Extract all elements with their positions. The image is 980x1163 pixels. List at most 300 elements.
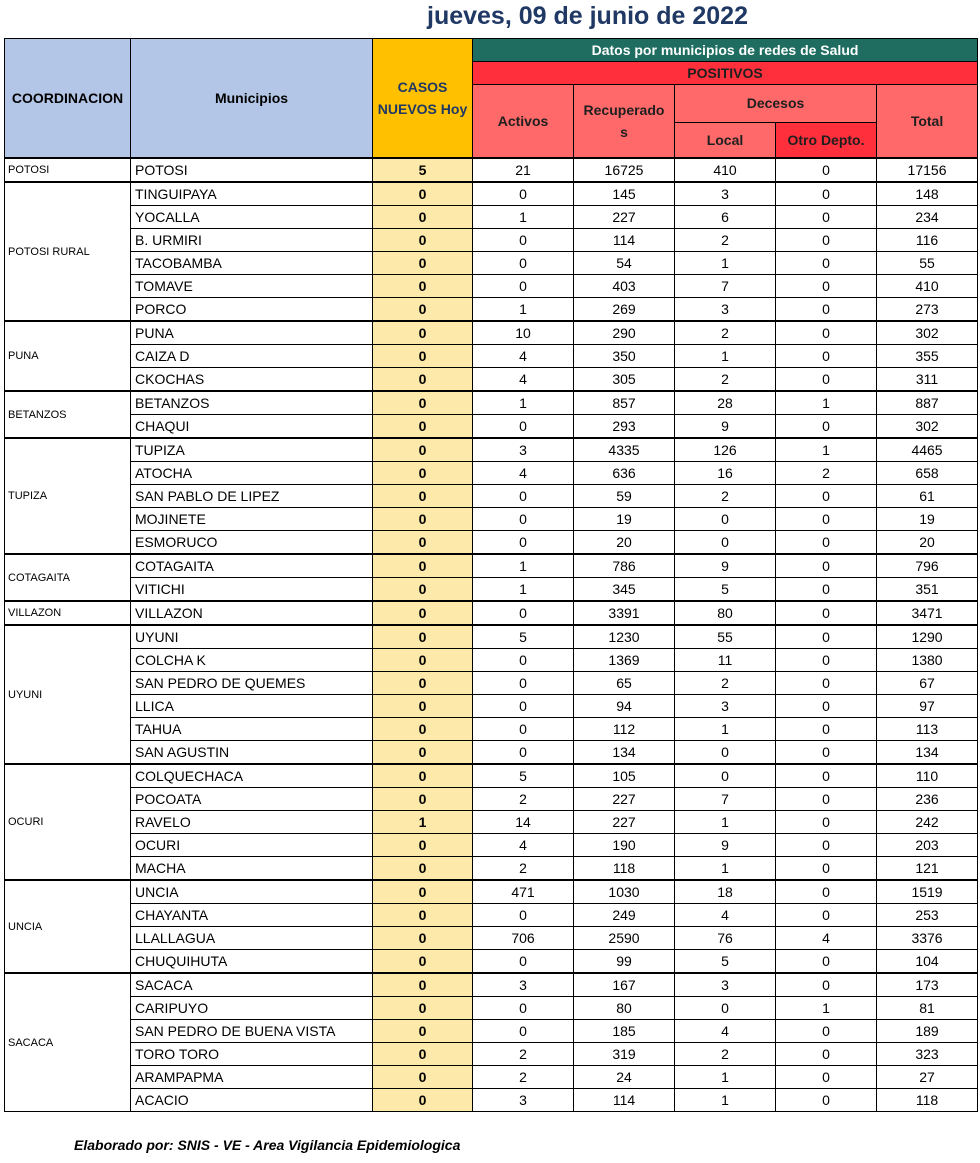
decesos-otro-cell: 0	[776, 182, 877, 206]
total-cell: 410	[877, 275, 978, 298]
total-cell: 253	[877, 904, 978, 927]
activos-cell: 3	[473, 438, 574, 462]
table-row	[5, 485, 978, 508]
table-row	[5, 415, 978, 439]
municipio-cell: SAN AGUSTIN	[131, 741, 373, 765]
recuperados-cell: 636	[574, 462, 675, 485]
activos-cell: 0	[473, 695, 574, 718]
total-cell: 110	[877, 764, 978, 788]
header-coordinacion: COORDINACION	[5, 39, 131, 159]
decesos-local-cell: 2	[675, 672, 776, 695]
casos-nuevos-cell: 0	[373, 1043, 473, 1066]
decesos-local-cell: 2	[675, 1043, 776, 1066]
municipio-cell: RAVELO	[131, 811, 373, 834]
decesos-local-cell: 0	[675, 997, 776, 1020]
casos-nuevos-cell: 0	[373, 531, 473, 555]
activos-cell: 4	[473, 462, 574, 485]
decesos-otro-cell: 0	[776, 321, 877, 345]
casos-nuevos-cell: 0	[373, 182, 473, 206]
total-cell: 887	[877, 391, 978, 415]
table-row	[5, 252, 978, 275]
casos-nuevos-cell: 0	[373, 462, 473, 485]
table-row	[5, 672, 978, 695]
recuperados-cell: 1230	[574, 625, 675, 649]
decesos-local-cell: 4	[675, 904, 776, 927]
municipio-cell: COTAGAITA	[131, 554, 373, 578]
recuperados-cell: 293	[574, 415, 675, 439]
recuperados-cell: 65	[574, 672, 675, 695]
municipio-cell: COLQUECHACA	[131, 764, 373, 788]
casos-nuevos-cell: 0	[373, 415, 473, 439]
activos-cell: 1	[473, 391, 574, 415]
decesos-local-cell: 1	[675, 811, 776, 834]
decesos-otro-cell: 0	[776, 649, 877, 672]
table-row	[5, 950, 978, 974]
casos-nuevos-cell: 0	[373, 578, 473, 602]
table-row	[5, 997, 978, 1020]
decesos-otro-cell: 2	[776, 462, 877, 485]
municipio-cell: LLALLAGUA	[131, 927, 373, 950]
coordinacion-cell: UNCIA	[5, 880, 131, 973]
decesos-otro-cell: 0	[776, 158, 877, 182]
municipio-cell: ATOCHA	[131, 462, 373, 485]
municipio-cell: TAHUA	[131, 718, 373, 741]
decesos-otro-cell: 1	[776, 391, 877, 415]
decesos-otro-cell: 0	[776, 508, 877, 531]
decesos-otro-cell: 4	[776, 927, 877, 950]
activos-cell: 0	[473, 531, 574, 555]
header-casos-nuevos: CASOS NUEVOS Hoy	[373, 39, 473, 159]
recuperados-cell: 112	[574, 718, 675, 741]
activos-cell: 21	[473, 158, 574, 182]
recuperados-cell: 269	[574, 298, 675, 322]
activos-cell: 0	[473, 485, 574, 508]
casos-nuevos-cell: 0	[373, 997, 473, 1020]
report-title: jueves, 09 de junio de 2022	[427, 2, 748, 30]
total-cell: 61	[877, 485, 978, 508]
recuperados-cell: 24	[574, 1066, 675, 1089]
table-row	[5, 391, 978, 415]
total-cell: 302	[877, 415, 978, 439]
recuperados-cell: 16725	[574, 158, 675, 182]
table-row	[5, 229, 978, 252]
activos-cell: 0	[473, 718, 574, 741]
table-row	[5, 741, 978, 765]
activos-cell: 0	[473, 1020, 574, 1043]
municipio-cell: B. URMIRI	[131, 229, 373, 252]
casos-nuevos-cell: 0	[373, 1020, 473, 1043]
total-cell: 104	[877, 950, 978, 974]
total-cell: 4465	[877, 438, 978, 462]
table-row	[5, 625, 978, 649]
municipio-cell: TACOBAMBA	[131, 252, 373, 275]
recuperados-cell: 1369	[574, 649, 675, 672]
table-body	[5, 158, 978, 1112]
total-cell: 355	[877, 345, 978, 368]
total-cell: 302	[877, 321, 978, 345]
activos-cell: 2	[473, 857, 574, 881]
decesos-local-cell: 410	[675, 158, 776, 182]
municipio-cell: ARAMPAPMA	[131, 1066, 373, 1089]
casos-nuevos-cell: 0	[373, 438, 473, 462]
total-cell: 1290	[877, 625, 978, 649]
total-cell: 351	[877, 578, 978, 602]
decesos-local-cell: 7	[675, 275, 776, 298]
decesos-local-cell: 28	[675, 391, 776, 415]
total-cell: 81	[877, 997, 978, 1020]
recuperados-cell: 105	[574, 764, 675, 788]
coordinacion-cell: PUNA	[5, 321, 131, 391]
casos-nuevos-cell: 0	[373, 345, 473, 368]
table-row	[5, 904, 978, 927]
municipio-cell: TORO TORO	[131, 1043, 373, 1066]
footer-credit: Elaborado por: SNIS - VE - Area Vigilancia Epidemiologica	[74, 1137, 461, 1153]
casos-nuevos-cell: 0	[373, 1066, 473, 1089]
municipio-cell: CAIZA D	[131, 345, 373, 368]
total-cell: 796	[877, 554, 978, 578]
coordinacion-cell: TUPIZA	[5, 438, 131, 554]
decesos-otro-cell: 0	[776, 672, 877, 695]
coordinacion-cell: SACACA	[5, 973, 131, 1112]
total-cell: 242	[877, 811, 978, 834]
decesos-local-cell: 1	[675, 345, 776, 368]
table-row	[5, 158, 978, 182]
decesos-otro-cell: 0	[776, 601, 877, 625]
casos-nuevos-cell: 0	[373, 672, 473, 695]
activos-cell: 5	[473, 625, 574, 649]
decesos-otro-cell: 0	[776, 345, 877, 368]
decesos-local-cell: 2	[675, 485, 776, 508]
total-cell: 236	[877, 788, 978, 811]
table-row	[5, 508, 978, 531]
casos-nuevos-cell: 0	[373, 252, 473, 275]
recuperados-cell: 3391	[574, 601, 675, 625]
activos-cell: 1	[473, 206, 574, 229]
activos-cell: 4	[473, 368, 574, 392]
recuperados-cell: 190	[574, 834, 675, 857]
municipio-cell: CHUQUIHUTA	[131, 950, 373, 974]
recuperados-cell: 227	[574, 788, 675, 811]
decesos-local-cell: 9	[675, 554, 776, 578]
municipio-cell: SACACA	[131, 973, 373, 997]
recuperados-cell: 786	[574, 554, 675, 578]
casos-nuevos-cell: 0	[373, 764, 473, 788]
decesos-otro-cell: 0	[776, 252, 877, 275]
municipio-cell: BETANZOS	[131, 391, 373, 415]
recuperados-cell: 319	[574, 1043, 675, 1066]
table-row	[5, 345, 978, 368]
casos-nuevos-cell: 0	[373, 741, 473, 765]
municipio-cell: COLCHA K	[131, 649, 373, 672]
municipio-cell: VITICHI	[131, 578, 373, 602]
activos-cell: 0	[473, 997, 574, 1020]
casos-nuevos-cell: 0	[373, 1089, 473, 1112]
total-cell: 116	[877, 229, 978, 252]
header-datos-municipios: Datos por municipios de redes de Salud	[473, 39, 978, 62]
header-total: Total	[877, 85, 978, 159]
decesos-local-cell: 5	[675, 950, 776, 974]
municipio-cell: TINGUIPAYA	[131, 182, 373, 206]
decesos-otro-cell: 0	[776, 485, 877, 508]
coordinacion-cell: COTAGAITA	[5, 554, 131, 601]
total-cell: 97	[877, 695, 978, 718]
casos-nuevos-cell: 0	[373, 229, 473, 252]
decesos-otro-cell: 0	[776, 229, 877, 252]
total-cell: 121	[877, 857, 978, 881]
decesos-local-cell: 5	[675, 578, 776, 602]
casos-nuevos-cell: 0	[373, 275, 473, 298]
casos-nuevos-cell: 0	[373, 788, 473, 811]
recuperados-cell: 249	[574, 904, 675, 927]
casos-nuevos-cell: 0	[373, 206, 473, 229]
activos-cell: 10	[473, 321, 574, 345]
recuperados-cell: 145	[574, 182, 675, 206]
casos-nuevos-cell: 0	[373, 391, 473, 415]
recuperados-cell: 134	[574, 741, 675, 765]
total-cell: 234	[877, 206, 978, 229]
table-row	[5, 531, 978, 555]
decesos-otro-cell: 0	[776, 973, 877, 997]
coordinacion-cell: POTOSI RURAL	[5, 182, 131, 321]
activos-cell: 3	[473, 1089, 574, 1112]
casos-nuevos-cell: 0	[373, 880, 473, 904]
decesos-local-cell: 0	[675, 508, 776, 531]
decesos-local-cell: 3	[675, 298, 776, 322]
table-row	[5, 811, 978, 834]
activos-cell: 1	[473, 578, 574, 602]
decesos-local-cell: 0	[675, 741, 776, 765]
recuperados-cell: 305	[574, 368, 675, 392]
decesos-otro-cell: 1	[776, 438, 877, 462]
casos-nuevos-cell: 5	[373, 158, 473, 182]
decesos-otro-cell: 0	[776, 695, 877, 718]
casos-nuevos-cell: 0	[373, 718, 473, 741]
table-row	[5, 880, 978, 904]
municipio-cell: POTOSI	[131, 158, 373, 182]
header-recuperados: Recuperado s	[574, 85, 675, 159]
table-row	[5, 1089, 978, 1112]
table-row	[5, 834, 978, 857]
recuperados-cell: 345	[574, 578, 675, 602]
decesos-local-cell: 9	[675, 415, 776, 439]
casos-nuevos-cell: 0	[373, 625, 473, 649]
decesos-local-cell: 1	[675, 718, 776, 741]
total-cell: 113	[877, 718, 978, 741]
decesos-local-cell: 2	[675, 368, 776, 392]
coordinacion-cell: UYUNI	[5, 625, 131, 764]
activos-cell: 471	[473, 880, 574, 904]
recuperados-cell: 167	[574, 973, 675, 997]
table-row	[5, 554, 978, 578]
activos-cell: 1	[473, 554, 574, 578]
activos-cell: 0	[473, 252, 574, 275]
decesos-otro-cell: 0	[776, 625, 877, 649]
decesos-otro-cell: 0	[776, 368, 877, 392]
recuperados-cell: 350	[574, 345, 675, 368]
decesos-local-cell: 126	[675, 438, 776, 462]
casos-nuevos-cell: 0	[373, 649, 473, 672]
recuperados-cell: 118	[574, 857, 675, 881]
decesos-local-cell: 1	[675, 857, 776, 881]
table-row	[5, 578, 978, 602]
table-row	[5, 275, 978, 298]
activos-cell: 0	[473, 649, 574, 672]
decesos-otro-cell: 0	[776, 718, 877, 741]
activos-cell: 2	[473, 788, 574, 811]
activos-cell: 0	[473, 508, 574, 531]
decesos-otro-cell: 0	[776, 1089, 877, 1112]
total-cell: 55	[877, 252, 978, 275]
decesos-otro-cell: 0	[776, 554, 877, 578]
table-row	[5, 462, 978, 485]
activos-cell: 2	[473, 1043, 574, 1066]
decesos-otro-cell: 0	[776, 1043, 877, 1066]
decesos-local-cell: 7	[675, 788, 776, 811]
activos-cell: 4	[473, 345, 574, 368]
table-row	[5, 601, 978, 625]
decesos-local-cell: 55	[675, 625, 776, 649]
coordinacion-cell: VILLAZON	[5, 601, 131, 625]
coordinacion-cell: POTOSI	[5, 158, 131, 182]
activos-cell: 0	[473, 741, 574, 765]
municipio-cell: TUPIZA	[131, 438, 373, 462]
casos-nuevos-cell: 0	[373, 601, 473, 625]
decesos-otro-cell: 0	[776, 275, 877, 298]
casos-nuevos-cell: 0	[373, 485, 473, 508]
municipio-cell: LLICA	[131, 695, 373, 718]
decesos-otro-cell: 0	[776, 811, 877, 834]
municipio-cell: SAN PEDRO DE QUEMES	[131, 672, 373, 695]
casos-nuevos-cell: 0	[373, 950, 473, 974]
coordinacion-cell: OCURI	[5, 764, 131, 880]
recuperados-cell: 1030	[574, 880, 675, 904]
total-cell: 3471	[877, 601, 978, 625]
decesos-otro-cell: 0	[776, 950, 877, 974]
decesos-otro-cell: 0	[776, 904, 877, 927]
decesos-local-cell: 2	[675, 321, 776, 345]
total-cell: 1380	[877, 649, 978, 672]
table-row	[5, 718, 978, 741]
decesos-local-cell: 76	[675, 927, 776, 950]
recuperados-cell: 20	[574, 531, 675, 555]
activos-cell: 0	[473, 904, 574, 927]
activos-cell: 0	[473, 229, 574, 252]
decesos-local-cell: 3	[675, 973, 776, 997]
activos-cell: 0	[473, 275, 574, 298]
municipio-cell: ACACIO	[131, 1089, 373, 1112]
decesos-otro-cell: 0	[776, 834, 877, 857]
activos-cell: 2	[473, 1066, 574, 1089]
recuperados-cell: 185	[574, 1020, 675, 1043]
total-cell: 118	[877, 1089, 978, 1112]
decesos-local-cell: 1	[675, 1089, 776, 1112]
decesos-otro-cell: 1	[776, 997, 877, 1020]
activos-cell: 0	[473, 182, 574, 206]
casos-nuevos-cell: 0	[373, 298, 473, 322]
decesos-local-cell: 9	[675, 834, 776, 857]
casos-nuevos-cell: 0	[373, 695, 473, 718]
header-local: Local	[675, 122, 776, 158]
municipio-cell: UNCIA	[131, 880, 373, 904]
casos-nuevos-cell: 0	[373, 508, 473, 531]
municipio-cell: OCURI	[131, 834, 373, 857]
recuperados-cell: 227	[574, 811, 675, 834]
total-cell: 19	[877, 508, 978, 531]
decesos-local-cell: 1	[675, 252, 776, 275]
decesos-otro-cell: 0	[776, 298, 877, 322]
table-row	[5, 321, 978, 345]
total-cell: 311	[877, 368, 978, 392]
recuperados-cell: 857	[574, 391, 675, 415]
recuperados-cell: 114	[574, 229, 675, 252]
casos-nuevos-cell: 0	[373, 904, 473, 927]
header-decesos: Decesos	[675, 85, 877, 123]
activos-cell: 14	[473, 811, 574, 834]
decesos-otro-cell: 0	[776, 206, 877, 229]
municipio-cell: UYUNI	[131, 625, 373, 649]
decesos-local-cell: 16	[675, 462, 776, 485]
municipio-cell: SAN PEDRO DE BUENA VISTA	[131, 1020, 373, 1043]
casos-nuevos-cell: 0	[373, 857, 473, 881]
municipio-cell: VILLAZON	[131, 601, 373, 625]
header-positivos: POSITIVOS	[473, 62, 978, 85]
table-row	[5, 764, 978, 788]
municipio-cell: YOCALLA	[131, 206, 373, 229]
table-row	[5, 857, 978, 881]
recuperados-cell: 290	[574, 321, 675, 345]
total-cell: 17156	[877, 158, 978, 182]
municipio-cell: ESMORUCO	[131, 531, 373, 555]
table-row	[5, 298, 978, 322]
table-row	[5, 206, 978, 229]
table-row	[5, 927, 978, 950]
table-row	[5, 649, 978, 672]
municipio-cell: POCOATA	[131, 788, 373, 811]
municipio-cell: MACHA	[131, 857, 373, 881]
decesos-otro-cell: 0	[776, 578, 877, 602]
total-cell: 323	[877, 1043, 978, 1066]
decesos-local-cell: 4	[675, 1020, 776, 1043]
municipio-cell: PUNA	[131, 321, 373, 345]
coordinacion-cell: BETANZOS	[5, 391, 131, 438]
table-row	[5, 182, 978, 206]
recuperados-cell: 94	[574, 695, 675, 718]
header-municipios: Municipios	[131, 39, 373, 159]
activos-cell: 1	[473, 298, 574, 322]
decesos-local-cell: 1	[675, 1066, 776, 1089]
total-cell: 27	[877, 1066, 978, 1089]
total-cell: 1519	[877, 880, 978, 904]
decesos-otro-cell: 0	[776, 741, 877, 765]
recuperados-cell: 80	[574, 997, 675, 1020]
municipio-cell: CARIPUYO	[131, 997, 373, 1020]
municipio-cell: CKOCHAS	[131, 368, 373, 392]
decesos-otro-cell: 0	[776, 764, 877, 788]
table-row	[5, 695, 978, 718]
activos-cell: 0	[473, 415, 574, 439]
recuperados-cell: 19	[574, 508, 675, 531]
decesos-local-cell: 11	[675, 649, 776, 672]
activos-cell: 0	[473, 601, 574, 625]
total-cell: 134	[877, 741, 978, 765]
casos-nuevos-cell: 0	[373, 554, 473, 578]
municipio-cell: CHAQUI	[131, 415, 373, 439]
total-cell: 658	[877, 462, 978, 485]
decesos-otro-cell: 0	[776, 788, 877, 811]
decesos-local-cell: 6	[675, 206, 776, 229]
decesos-otro-cell: 0	[776, 1066, 877, 1089]
table-row	[5, 438, 978, 462]
